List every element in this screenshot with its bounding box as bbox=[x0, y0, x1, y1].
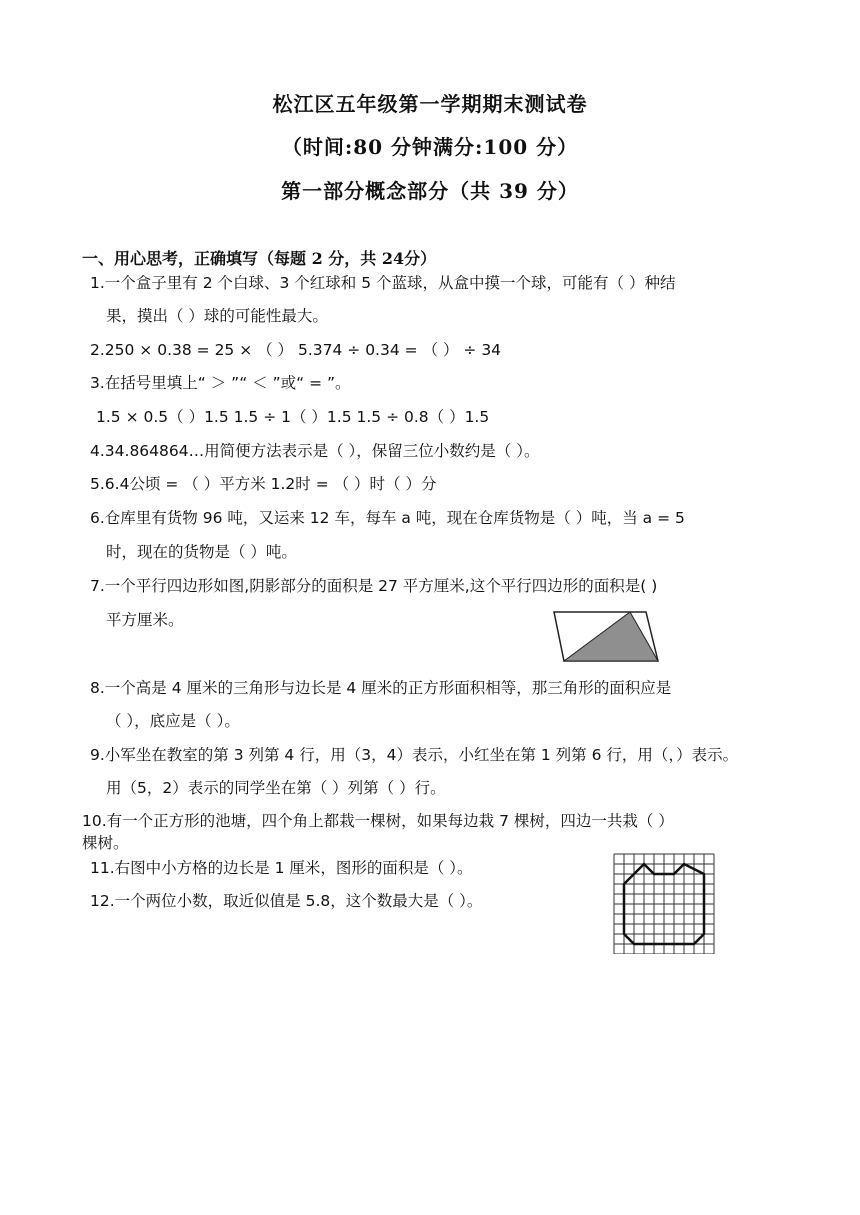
question-3-blanks: 1.5 × 0.5（ ）1.5 1.5 ÷ 1（ ）1.5 1.5 ÷ 0.8（ ）1.5 bbox=[96, 408, 490, 426]
question-3: 3.在括号里填上“ ＞ ”“ ＜ ”或“ = ”。 bbox=[90, 374, 351, 392]
question-8-line-2: （ ），底应是（ ）。 bbox=[106, 712, 240, 730]
question-8-line-1: 8.一个高是 4 厘米的三角形与边长是 4 厘米的正方形面积相等，那三角形的面积应是 bbox=[90, 679, 672, 697]
question-2: 2.250 × 0.38 = 25 × （ ） 5.374 ÷ 0.34 = （ ） ÷ 34 bbox=[90, 341, 502, 359]
question-6-line-1: 6.仓库里有货物 96 吨，又运来 12 车，每车 a 吨，现在仓库货物是（ ）吨，当 a = 5 bbox=[90, 509, 685, 527]
question-1-line-2: 果，摸出（ ）球的可能性最大。 bbox=[106, 307, 328, 325]
parallelogram-figure bbox=[550, 608, 662, 664]
question-1-line-1: 1.一个盒子里有 2 个白球、3 个红球和 5 个蓝球，从盒中摸一个球，可能有（ ）种结 bbox=[90, 274, 676, 292]
grid-figure bbox=[612, 850, 718, 954]
question-7-line-2: 平方厘米。 bbox=[106, 611, 184, 629]
question-9-line-1: 9.小军坐在教室的第 3 列第 4 行，用（3，4）表示，小红坐在第 1 列第 6 行，用（，）表示。 bbox=[90, 746, 739, 764]
section-heading: 一、用心思考，正确填写（每题 2 分，共 24分） bbox=[82, 249, 437, 268]
question-12: 12.一个两位小数，取近似值是 5.8，这个数最大是（ ）。 bbox=[90, 892, 483, 910]
time-info: （时间:80 分钟满分:100 分） bbox=[281, 135, 579, 159]
question-6-line-2: 时，现在的货物是（ ）吨。 bbox=[106, 543, 297, 561]
question-5: 5.6.4公顷 = （ ）平方米 1.2时 = （ ）时（ ）分 bbox=[90, 475, 437, 493]
question-7-line-1: 7.一个平行四边形如图,阴影部分的面积是 27 平方厘米,这个平行四边形的面积是( ) bbox=[90, 577, 658, 595]
question-10-line-2: 棵树。 bbox=[82, 834, 129, 852]
part-title: 第一部分概念部分（共 39 分） bbox=[281, 179, 579, 203]
question-9-line-2: 用（5，2）表示的同学坐在第（ ）列第（ ）行。 bbox=[106, 779, 446, 797]
question-10-line-1: 10.有一个正方形的池塘，四个角上都栽一棵树，如果每边栽 7 棵树，四边一共栽（ ） bbox=[82, 812, 674, 830]
question-11: 11.右图中小方格的边长是 1 厘米，图形的面积是（ ）。 bbox=[90, 859, 473, 877]
question-4: 4.34.864864…用简便方法表示是（ ），保留三位小数约是（ ）。 bbox=[90, 442, 540, 460]
page-title: 松江区五年级第一学期期末测试卷 bbox=[272, 92, 588, 116]
